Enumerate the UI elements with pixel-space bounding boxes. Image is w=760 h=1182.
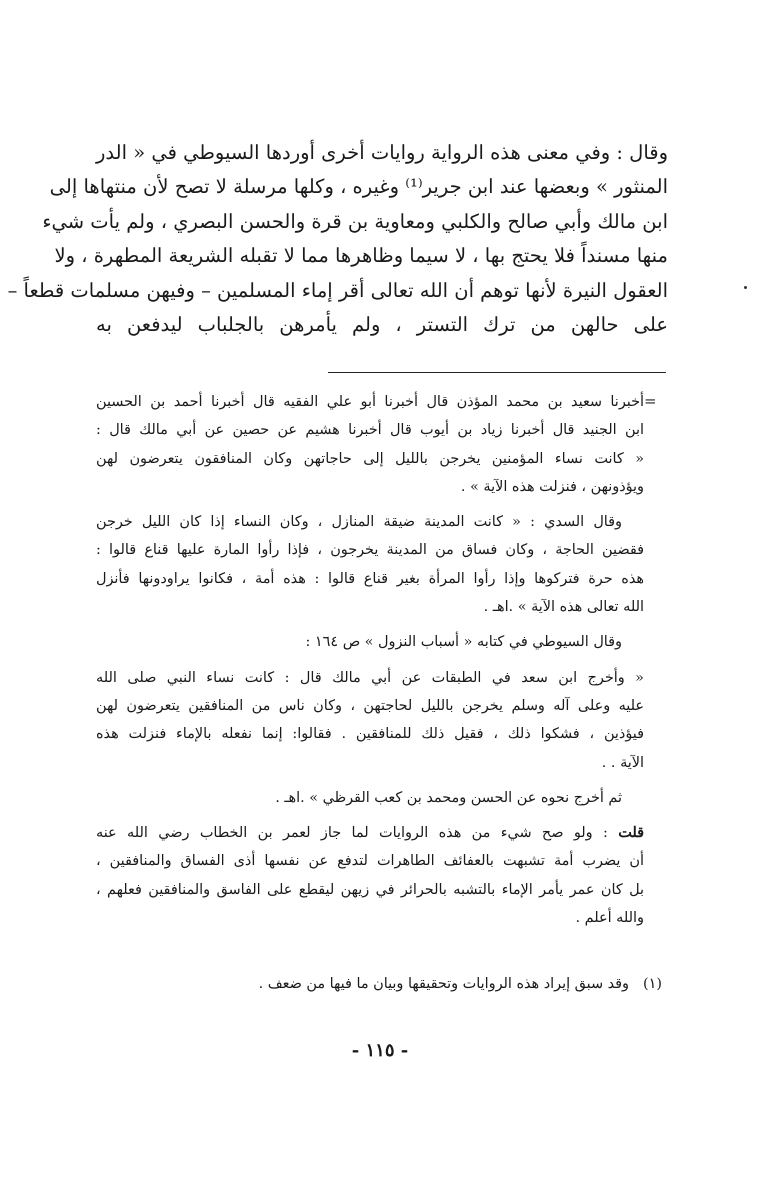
note-line: وقال السدي : « كانت المدينة ضيقة المنازل ، وكان النساء إذا كان الليل خرجن bbox=[96, 514, 622, 531]
note-line: أخبرنا سعيد بن محمد المؤذن قال أخبرنا أبو علي الفقيه قال أخبرنا أحمد بن الحسين bbox=[96, 394, 644, 410]
note-line: بل كان عمر يأمر الإماء بالتشبه بالحرائر في زيهن ليقطع على الفاسق والمنافقين فعلهم ، bbox=[96, 881, 644, 898]
note-paragraph bbox=[96, 388, 644, 501]
note-line-rest: : ولو صح شيء من هذه الروايات لما جاز لعمر بن الخطاب رضي الله عنه bbox=[96, 825, 608, 842]
note-line: أن يضرب أمة تشبهت بالعفائف الطاهرات لتدفع عن نفسها أذى الفساق والمنافقين ، bbox=[96, 853, 644, 870]
footnote bbox=[96, 970, 662, 998]
note-line: « كانت نساء المؤمنين يخرجن بالليل إلى حاجاتهن وكان المنافقون يتعرضون لهن bbox=[96, 450, 644, 467]
main-line: العقول النيرة لأنها توهم أن الله تعالى أقر إماء المسلمين – وفيهن مسلمات قطعاً – bbox=[7, 278, 668, 302]
main-body-text bbox=[7, 136, 668, 342]
main-line: المنثور » وبعضها عند ابن جرير⁽¹⁾ وغيره ، وكلها مرسلة لا تصح لأن منتهاها إلى bbox=[49, 175, 668, 199]
note-line: فيؤذين ، فشكوا ذلك ، فقيل ذلك للمنافقين . فقالوا: إنما نفعله بالإماء فنزلت هذه bbox=[96, 726, 644, 743]
footnote-number: (١) bbox=[643, 976, 662, 992]
note-line: « وأخرج ابن سعد في الطبقات عن أبي مالك قال : كانت نساء النبي صلى الله bbox=[96, 669, 644, 686]
note-paragraph bbox=[96, 508, 644, 621]
note-line: وقال السيوطي في كتابه « أسباب النزول » ص ١٦٤ : bbox=[305, 634, 622, 651]
note-paragraph bbox=[96, 664, 644, 777]
note-line: الله تعالى هذه الآية » .اهـ . bbox=[483, 599, 644, 616]
main-line: ابن مالك وأبي صالح والكلبي ومعاوية بن قرة والحسن البصري ، ولم يأت شيء bbox=[42, 209, 668, 233]
note-line: والله أعلم . bbox=[575, 910, 644, 927]
note-paragraph bbox=[96, 628, 644, 656]
main-line: منها مسنداً فلا يحتج بها ، لا سيما وظاهرها مما لا تقبله الشريعة المطهرة ، ولا bbox=[54, 244, 668, 268]
note-lead-word: قلت bbox=[618, 824, 644, 842]
note-line: الآية . . bbox=[601, 754, 644, 771]
note-line: ويؤذونهن ، فنزلت هذه الآية » . bbox=[460, 478, 644, 495]
footnote-separator-rule bbox=[328, 372, 666, 373]
stray-dot bbox=[744, 286, 747, 289]
note-line: فقضين الحاجة ، وكان فساق من المدينة يخرجون ، فإذا رأوا المارة عليها قناع قالوا : bbox=[96, 542, 644, 559]
main-line: على حالهن من ترك التستر ، ولم يأمرهن بالجلباب ليدفعن به bbox=[96, 312, 668, 336]
note-line: ابن الجنيد قال أخبرنا زياد بن أيوب قال أخبرنا هشيم عن حصين عن أبي مالك قال : bbox=[96, 422, 644, 439]
note-line: عليه وعلى آله وسلم يخرجن بالليل لحاجتهن ، وكان ناس من المنافقين يتعرضون لهن bbox=[96, 697, 644, 714]
continuation-mark: = bbox=[644, 392, 657, 410]
note-line: هذه حرة فتركوها وإذا رأوا المرأة بغير قناع قالوا : هذه أمة ، فكانوا يراودونها فأنزل bbox=[96, 570, 644, 587]
note-line bbox=[96, 819, 644, 847]
note-line: ثم أخرج نحوه عن الحسن ومحمد بن كعب القرظي » .اهـ . bbox=[275, 789, 622, 806]
notes-block bbox=[96, 388, 644, 932]
footnote-text: وقد سبق إيراد هذه الروايات وتحقيقها وبيان ما فيها من ضعف . bbox=[258, 976, 630, 992]
page-number: - ١١٥ - bbox=[351, 1040, 409, 1061]
note-paragraph bbox=[96, 784, 644, 812]
note-paragraph bbox=[96, 819, 644, 932]
main-line: وقال : وفي معنى هذه الرواية روايات أخرى أوردها السيوطي في « الدر bbox=[96, 141, 668, 164]
